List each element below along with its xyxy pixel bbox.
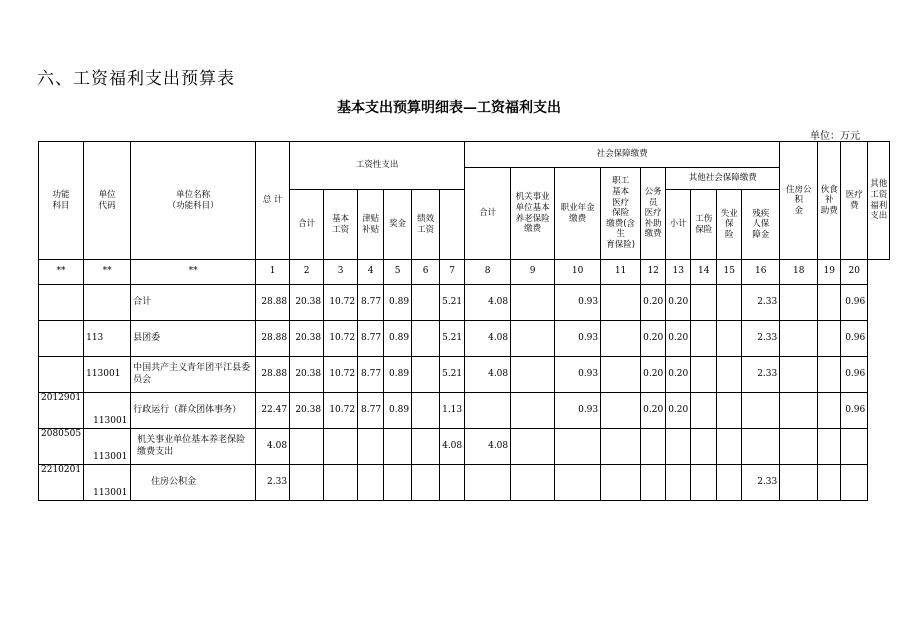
unit-label: 单位：万元: [810, 131, 860, 142]
value-cell: [717, 465, 742, 501]
header-other-subtotal: 小计: [666, 190, 691, 260]
value-cell: 4.08: [465, 321, 511, 357]
value-cell: 0.20: [666, 285, 691, 321]
value-cell: [601, 393, 641, 429]
section-title: 六、工资福利支出预算表: [37, 69, 235, 89]
unit-code-cell: 113001: [84, 429, 131, 465]
value-cell: 4.08: [465, 357, 511, 393]
column-index-cell: 18: [780, 260, 818, 285]
column-index-cell: 1: [256, 260, 290, 285]
value-cell: [818, 357, 841, 393]
unit-name-cell: 县团委: [131, 321, 256, 357]
value-cell: [358, 465, 384, 501]
header-medical: 职工 基本 医疗 保险 缴费(含 生 育保险): [601, 168, 641, 260]
column-index-cell: 13: [666, 260, 691, 285]
value-cell: [641, 429, 666, 465]
header-unemployment: 失业保 险: [717, 190, 742, 260]
value-cell: [691, 393, 717, 429]
value-cell: [691, 321, 717, 357]
column-index-cell: 9: [511, 260, 555, 285]
value-cell: [691, 429, 717, 465]
value-cell: 0.20: [641, 357, 666, 393]
header-injury: 工伤 保险: [691, 190, 717, 260]
value-cell: [412, 321, 440, 357]
value-cell: [717, 429, 742, 465]
value-cell: 2.33: [742, 321, 780, 357]
value-cell: 0.93: [555, 285, 601, 321]
header-other-social-group: 其他社会保障缴费: [666, 168, 780, 190]
value-cell: 1.13: [440, 393, 465, 429]
header-performance-wage: 绩效 工资: [412, 190, 440, 260]
value-cell: [384, 465, 412, 501]
table-row: [39, 465, 890, 501]
value-cell: 4.08: [465, 429, 511, 465]
value-cell: [841, 465, 868, 501]
header-disability: 残疾 人保 障金: [742, 190, 780, 260]
value-cell: 20.38: [290, 393, 324, 429]
value-cell: 0.20: [666, 321, 691, 357]
value-cell: [742, 393, 780, 429]
value-cell: 0.96: [841, 321, 868, 357]
value-cell: 0.96: [841, 357, 868, 393]
unit-name-cell: 合计: [131, 285, 256, 321]
column-index-cell: 15: [717, 260, 742, 285]
value-cell: 2.33: [742, 465, 780, 501]
value-cell: [511, 393, 555, 429]
value-cell: 10.72: [324, 393, 358, 429]
header-civil-medical: 公务员 医疗补助 缴费: [641, 168, 666, 260]
value-cell: [666, 465, 691, 501]
value-cell: 8.77: [358, 393, 384, 429]
value-cell: [511, 429, 555, 465]
column-index-cell: **: [131, 260, 256, 285]
value-cell: [691, 465, 717, 501]
value-cell: [465, 465, 511, 501]
unit-code-cell: 113001: [84, 393, 131, 429]
func-code-cell: 2210201: [39, 465, 84, 501]
value-cell: 0.96: [841, 285, 868, 321]
func-code-cell: [39, 285, 84, 321]
value-cell: [511, 285, 555, 321]
value-cell: [601, 429, 641, 465]
value-cell: [412, 429, 440, 465]
header-wage-extra: [440, 190, 465, 260]
column-index-cell: 5: [384, 260, 412, 285]
value-cell: [412, 357, 440, 393]
value-cell: 28.88: [256, 321, 290, 357]
value-cell: [555, 429, 601, 465]
value-cell: 2.33: [256, 465, 290, 501]
value-cell: [511, 321, 555, 357]
column-index-cell: 12: [641, 260, 666, 285]
wage-welfare-table: [38, 141, 890, 501]
header-social-subtotal: 合计: [465, 168, 511, 260]
value-cell: 0.20: [666, 393, 691, 429]
unit-code-cell: [84, 285, 131, 321]
value-cell: 10.72: [324, 357, 358, 393]
value-cell: 10.72: [324, 321, 358, 357]
value-cell: [511, 357, 555, 393]
column-index-cell: 19: [818, 260, 841, 285]
header-medical-fee: 医疗 费: [841, 142, 868, 260]
column-index-cell: 14: [691, 260, 717, 285]
value-cell: 8.77: [358, 321, 384, 357]
value-cell: [641, 465, 666, 501]
unit-code-cell: 113001: [84, 357, 131, 393]
value-cell: 22.47: [256, 393, 290, 429]
value-cell: 20.38: [290, 285, 324, 321]
value-cell: [717, 285, 742, 321]
column-index-cell: 4: [358, 260, 384, 285]
value-cell: [358, 429, 384, 465]
header-unit-name: 单位名称 （功能科目）: [131, 142, 256, 260]
value-cell: [691, 357, 717, 393]
header-basic-wage: 基本 工资: [324, 190, 358, 260]
header-meal-subsidy: 伙食补 助费: [818, 142, 841, 260]
column-index-cell: 16: [742, 260, 780, 285]
value-cell: 0.20: [641, 393, 666, 429]
header-unit-code: 单位 代码: [84, 142, 131, 260]
value-cell: [742, 429, 780, 465]
column-index-cell: **: [39, 260, 84, 285]
value-cell: 5.21: [440, 321, 465, 357]
value-cell: [601, 465, 641, 501]
table-row: [39, 357, 890, 393]
unit-name-cell: 中国共产主义青年团平江县委员会: [131, 357, 256, 393]
value-cell: [841, 429, 868, 465]
value-cell: [717, 393, 742, 429]
value-cell: [818, 393, 841, 429]
value-cell: 2.33: [742, 285, 780, 321]
func-code-cell: 2080505: [39, 429, 84, 465]
value-cell: 0.93: [555, 393, 601, 429]
value-cell: 2.33: [742, 357, 780, 393]
header-func-code: 功能 科目: [39, 142, 84, 260]
value-cell: 5.21: [440, 285, 465, 321]
value-cell: 28.88: [256, 357, 290, 393]
value-cell: [324, 465, 358, 501]
value-cell: 8.77: [358, 285, 384, 321]
column-index-cell: 8: [465, 260, 511, 285]
value-cell: [601, 285, 641, 321]
value-cell: 0.89: [384, 321, 412, 357]
header-bonus: 奖金: [384, 190, 412, 260]
value-cell: 0.89: [384, 393, 412, 429]
value-cell: [818, 321, 841, 357]
func-code-cell: [39, 321, 84, 357]
value-cell: [717, 357, 742, 393]
header-social-group: 社会保障缴费: [465, 142, 780, 168]
header-wage-group: 工资性支出: [290, 142, 465, 190]
value-cell: [465, 393, 511, 429]
table-row: [39, 285, 890, 321]
value-cell: [717, 321, 742, 357]
header-allowance: 津贴 补贴: [358, 190, 384, 260]
value-cell: 28.88: [256, 285, 290, 321]
value-cell: [666, 429, 691, 465]
value-cell: [780, 321, 818, 357]
value-cell: [384, 429, 412, 465]
value-cell: [780, 285, 818, 321]
value-cell: [412, 393, 440, 429]
header-total: 总 计: [256, 142, 290, 260]
header-annuity: 职业年金 缴费: [555, 168, 601, 260]
func-code-cell: 2012901: [39, 393, 84, 429]
unit-name-cell: 住房公积金: [131, 465, 256, 501]
value-cell: [780, 393, 818, 429]
value-cell: [412, 285, 440, 321]
value-cell: 0.89: [384, 357, 412, 393]
value-cell: 8.77: [358, 357, 384, 393]
header-pension: 机关事业 单位基本 养老保险 缴费: [511, 168, 555, 260]
value-cell: [511, 465, 555, 501]
value-cell: 4.08: [440, 429, 465, 465]
column-index-cell: 2: [290, 260, 324, 285]
header-wage-subtotal: 合计: [290, 190, 324, 260]
unit-code-cell: 113: [84, 321, 131, 357]
unit-code-cell: 113001: [84, 465, 131, 501]
value-cell: 10.72: [324, 285, 358, 321]
value-cell: [818, 429, 841, 465]
column-index-cell: 11: [601, 260, 641, 285]
header-other-welfare: 其他 工资 福利 支出: [868, 142, 890, 260]
value-cell: [601, 321, 641, 357]
value-cell: 0.89: [384, 285, 412, 321]
value-cell: [290, 429, 324, 465]
table-title: 基本支出预算明细表—工资福利支出: [337, 100, 561, 116]
func-code-cell: [39, 357, 84, 393]
column-index-cell: 7: [440, 260, 465, 285]
value-cell: 0.20: [641, 285, 666, 321]
column-index-row: [39, 260, 890, 285]
value-cell: 5.21: [440, 357, 465, 393]
value-cell: 0.96: [841, 393, 868, 429]
unit-name-cell: 机关事业单位基本养老保险缴费支出: [131, 429, 256, 465]
table-row: [39, 393, 890, 429]
value-cell: [818, 285, 841, 321]
value-cell: 0.20: [666, 357, 691, 393]
value-cell: 20.38: [290, 357, 324, 393]
value-cell: 0.93: [555, 321, 601, 357]
value-cell: [780, 465, 818, 501]
value-cell: 4.08: [256, 429, 290, 465]
value-cell: 20.38: [290, 321, 324, 357]
value-cell: [780, 429, 818, 465]
value-cell: [691, 285, 717, 321]
column-index-cell: 20: [841, 260, 868, 285]
column-index-cell: 10: [555, 260, 601, 285]
value-cell: [412, 465, 440, 501]
value-cell: 0.20: [641, 321, 666, 357]
table-row: [39, 321, 890, 357]
value-cell: [555, 465, 601, 501]
value-cell: [780, 357, 818, 393]
value-cell: 4.08: [465, 285, 511, 321]
column-index-cell: **: [84, 260, 131, 285]
value-cell: [601, 357, 641, 393]
column-index-cell: 6: [412, 260, 440, 285]
header-housing-fund: 住房公积 金: [780, 142, 818, 260]
value-cell: [818, 465, 841, 501]
table-row: [39, 429, 890, 465]
value-cell: [290, 465, 324, 501]
unit-name-cell: 行政运行（群众团体事务）: [131, 393, 256, 429]
column-index-cell: 3: [324, 260, 358, 285]
value-cell: [324, 429, 358, 465]
value-cell: 0.93: [555, 357, 601, 393]
value-cell: [440, 465, 465, 501]
